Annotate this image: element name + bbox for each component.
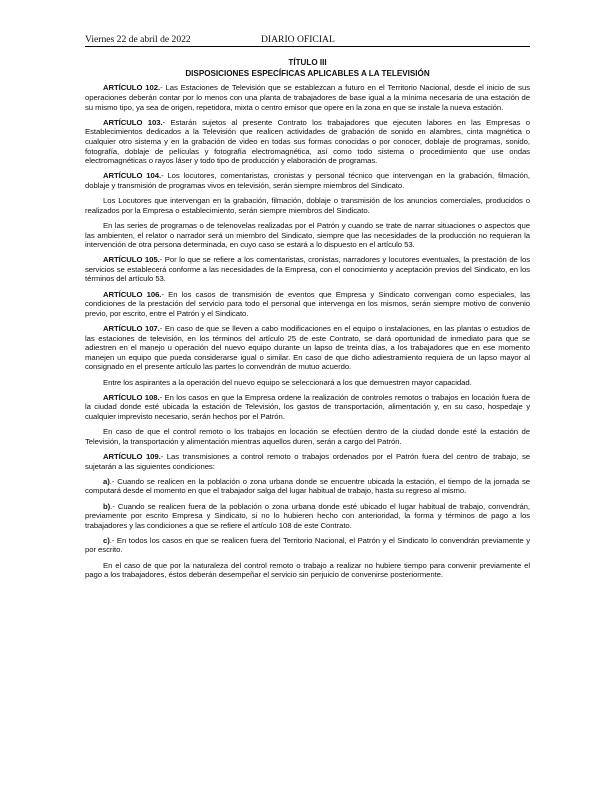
paragraph (85, 378, 530, 388)
article-heading: ARTÍCULO 102. (103, 83, 161, 93)
paragraph-text: .- Cuando se realicen fuera de la población o zona urbana donde esté ubicado el lugar habitual de trabajo, convendrán, previamente por escrito Empresa y Sindicato, si no lo hubieren hecho con anterioridad, la forma y términos de pago a los trabajadores y las condiciones a que se refiere el artículo 108 de este Contrato. (85, 501, 530, 530)
paragraph (85, 324, 530, 372)
paragraph-text: - Las transmisiones a control remoto o trabajos ordenados por el Patrón fuera del centro de trabajo, se sujetarán a las siguientes condiciones: (85, 451, 530, 471)
article-heading: b) (103, 501, 111, 511)
paragraph (85, 83, 530, 112)
article-heading: ARTÍCULO 108. (103, 392, 160, 402)
paragraph (85, 477, 530, 496)
paragraph-text: Los Locutores que intervengan en la grabación, filmación, doblaje o transmisión de los anuncios comerciales, producidos o realizados por la Empresa o establecimiento, serán siempre miembros del Sindicato. (85, 196, 530, 215)
paragraph-text: - Las Estaciones de Televisión que se establezcan a futuro en el Territorio Nacional, desde el inicio de sus operaciones deberán contar por lo menos con una planta de trabajadores de base igual a la mínima necesaria de una estación de su mismo tipo, ya sea de origen, repetidora, mixta o centro emisor que opere en la zona en que se instale la nueva estación. (85, 83, 530, 112)
article-heading: ARTÍCULO 107. (103, 324, 160, 334)
paragraph-text: - Por lo que se refiere a los comentaristas, cronistas, narradores y locutores eventuales, la prestación de los servicios se establecerá conforme a las necesidades de la Empresa, con el conocimiento y aceptación previos del Sindicato, en los términos del artículo 53. (85, 255, 530, 284)
document-body (85, 83, 530, 579)
paragraph (85, 221, 530, 250)
paragraph-text: .- En todos los casos en que se realicen fuera del Territorio Nacional, el Patrón y el Sindicato lo convendrán previamente y por escrito. (85, 535, 530, 555)
article-heading: c) (103, 535, 110, 545)
paragraph (85, 452, 530, 471)
paragraph (85, 536, 530, 555)
paragraph-text: - En caso de que se lleven a cabo modificaciones en el equipo o instalaciones, en las plantas o estudios de las estaciones de televisión, en los términos del artículo 25 de este Contrato, se dará oportunidad de inmediato para que se adiestren en el manejo u operación del nuevo equipo durante un lapso de treinta días, a los trabajadores que en ese momento manejen un equipo que pueda considerarse igual o similar. En caso de que dicho adiestramiento requiera de un lapso mayor al consignado en el presente artículo las partes lo convendrán de mutuo acuerdo. (85, 324, 531, 372)
paragraph (85, 561, 530, 580)
paragraph (85, 255, 530, 284)
paragraph-text: - En los casos de transmisión de eventos que Empresa y Sindicato convengan como especiales, las condiciones de la prestación del servicio para todo el personal que intervenga en los mismos, serán siempre motivo de convenio previo, por escrito, entre el Patrón y el Sindicato. (85, 289, 530, 318)
paragraph-text: - Estarán sujetos al presente Contrato los trabajadores que ejecuten labores en las Empresas o Establecimientos dedicados a la Televisión que realicen actividades de grabación de sonido en alambres, cinta magnética o cualquier otro sistema y en la grabación de video en todas sus formas conocidas o por conocer, doblaje de programas, sonido, fotografía, doblaje de películas y fotografía electromagnética, así como todo sistema o procedimiento que use ondas electromagnéticas o rayos láser y todo tipo de producción y elaboración de programas. (85, 117, 530, 166)
article-heading: ARTÍCULO 103. (103, 117, 163, 127)
article-heading: ARTÍCULO 109. (103, 451, 161, 461)
page-header (85, 34, 530, 47)
section-subtitle: DISPOSICIONES ESPECÍFICAS APLICABLES A LA TELEVISIÓN (185, 69, 430, 79)
paragraph (85, 171, 530, 190)
article-heading: a) (103, 476, 110, 486)
paragraph (85, 502, 530, 531)
article-heading: ARTÍCULO 106. (103, 289, 162, 299)
paragraph-text: En el caso de que por la naturaleza del control remoto o trabajo a realizar no hubiere tiempo para convenir previamente el pago a los trabajadores, éstos deberán desempeñar el servicio sin perjuicio de convenirse posteriormente. (85, 560, 530, 580)
paragraph (85, 393, 530, 422)
paragraph-text: .- Cuando se realicen en la población o zona urbana donde se encuentre ubicada la estación, el tiempo de la jornada se computará desde el momento en que el trabajador salga del lugar habitual de trabajo, hasta su regreso al mismo. (85, 476, 530, 496)
paragraph-text: Entre los aspirantes a la operación del nuevo equipo se seleccionará a los que demuestren mayor capacidad. (103, 377, 472, 387)
paragraph-text: En las series de programas o de telenovelas realizadas por el Patrón y cuando se trate de narrar situaciones o aspectos que las ambienten, el relator o narrador será un miembro del Sindicato, siempre que las necesidades de la producción no requieran la intervención de otra persona determinada, en cuyo caso se estará a lo dispuesto en el artículo 53. (85, 220, 530, 250)
paragraph-text: - En los casos en que la Empresa ordene la realización de controles remotos o trabajos en locación fuera de la ciudad donde esté ubicada la estación de Televisión, los gastos de transportación, alimentación y, en su caso, hospedaje y cualquier imprevisto necesario, serán hechos por el Patrón. (85, 392, 531, 421)
paragraph-text: - Los locutores, comentaristas, cronistas y personal técnico que intervengan en la grabación, filmación, doblaje y transmisión de programas vivos en televisión, serán siempre miembros del Sindicato. (85, 171, 530, 190)
paragraph (85, 118, 530, 166)
article-heading: ARTÍCULO 104. (103, 171, 162, 181)
header-date: Viernes 22 de abril de 2022 (85, 34, 191, 45)
paragraph (85, 290, 530, 319)
paragraph (85, 427, 530, 446)
article-heading: ARTÍCULO 105. (103, 255, 160, 265)
header-publication: DIARIO OFICIAL (261, 34, 335, 45)
paragraph-text: En caso de que el control remoto o los trabajos en locación se efectúen dentro de la ciudad donde esté la estación de Televisión, la transportación y alimentación mientras aquellos duren, serán a cargo del Patrón. (85, 427, 530, 446)
paragraph (85, 196, 530, 215)
section-title: TÍTULO III (288, 58, 327, 67)
